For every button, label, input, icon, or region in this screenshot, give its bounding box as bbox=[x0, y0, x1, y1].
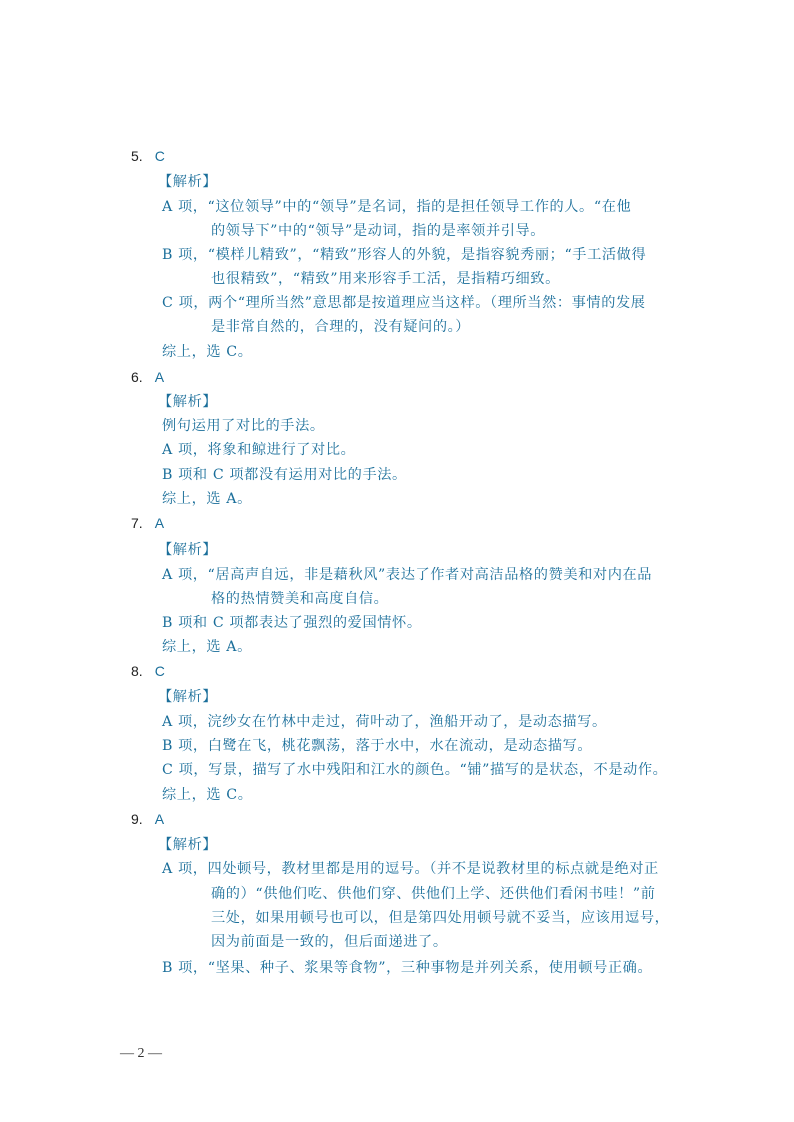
question-6-line-4: 综上，选 A。 bbox=[162, 491, 252, 507]
question-9-analysis-tag: 【解析】 bbox=[158, 837, 218, 853]
question-8-analysis-tag: 【解析】 bbox=[158, 689, 218, 705]
question-5-number: 5. C bbox=[131, 148, 165, 164]
question-9-line-5: B 项，“坚果、种子、浆果等食物”，三种事物是并列关系，使用顿号正确。 bbox=[162, 960, 653, 976]
page-number: — 2 — bbox=[120, 1046, 162, 1061]
question-6-line-3: B 项和 C 项都没有运用对比的手法。 bbox=[162, 467, 407, 483]
question-8-line-1: A 项，浣纱女在竹林中走过，荷叶动了，渔船开动了，是动态描写。 bbox=[162, 714, 607, 730]
question-8-line-2: B 项，白鹭在飞，桃花飘荡，落于水中，水在流动，是动态描写。 bbox=[162, 738, 593, 754]
question-6-number: 6. A bbox=[131, 369, 165, 385]
question-7-line-1: A 项，“居高声自远，非是藉秋风”表达了作者对高洁品格的赞美和对内在品 bbox=[162, 567, 653, 583]
question-7-analysis-tag: 【解析】 bbox=[158, 542, 218, 558]
question-5-line-1: A 项，“这位领导”中的“领导”是名词，指的是担任领导工作的人。“在他 bbox=[162, 199, 632, 215]
question-5-line-7: 综上，选 C。 bbox=[162, 344, 253, 360]
question-6-analysis-tag: 【解析】 bbox=[158, 394, 218, 410]
question-7-line-3: B 项和 C 项都表达了强烈的爱国情怀。 bbox=[162, 615, 422, 631]
question-6-answer: A bbox=[154, 369, 165, 385]
question-9-line-4: 因为前面是一致的，但后面递进了。 bbox=[211, 934, 448, 950]
question-7-line-2: 格的热情赞美和高度自信。 bbox=[211, 591, 389, 607]
question-9-number: 9. A bbox=[131, 811, 165, 827]
question-5-line-2: 的领导下”中的“领导”是动词，指的是率领并引导。 bbox=[211, 223, 546, 239]
question-8-line-4: 综上，选 C。 bbox=[162, 787, 253, 803]
question-9-line-2: 确的）“供他们吃、供他们穿、供他们上学、还供他们看闲书哇！”前 bbox=[211, 886, 656, 902]
question-5-line-5: C 项，两个“理所当然”意思都是按道理应当这样。（理所当然：事情的发展 bbox=[162, 295, 646, 311]
question-7-line-4: 综上，选 A。 bbox=[162, 639, 252, 655]
question-7-answer: A bbox=[154, 515, 165, 531]
question-5-analysis-tag: 【解析】 bbox=[158, 174, 218, 190]
question-6-line-2: A 项，将象和鲸进行了对比。 bbox=[162, 442, 356, 458]
question-6-line-1: 例句运用了对比的手法。 bbox=[162, 418, 325, 434]
question-8-line-3: C 项，写景，描写了水中残阳和江水的颜色。“铺”描写的是状态，不是动作。 bbox=[162, 762, 668, 778]
question-9-line-3: 三处，如果用顿号也可以，但是第四处用顿号就不妥当，应该用逗号， bbox=[211, 910, 670, 926]
question-8-number: 8. C bbox=[131, 663, 165, 679]
question-8-answer: C bbox=[154, 663, 165, 679]
question-9-answer: A bbox=[154, 811, 165, 827]
question-5-line-4: 也很精致”，“精致”用来形容手工活，是指精巧细致。 bbox=[211, 271, 560, 287]
question-5-line-3: B 项，“模样儿精致”，“精致”形容人的外貌，是指容貌秀丽；“手工活做得 bbox=[162, 247, 647, 263]
question-7-number: 7. A bbox=[131, 515, 165, 531]
question-9-line-1: A 项，四处顿号，教材里都是用的逗号。（并不是说教材里的标点就是绝对正 bbox=[162, 861, 659, 877]
question-5-line-6: 是非常自然的，合理的，没有疑问的。） bbox=[211, 319, 471, 335]
question-5-answer: C bbox=[154, 148, 165, 164]
